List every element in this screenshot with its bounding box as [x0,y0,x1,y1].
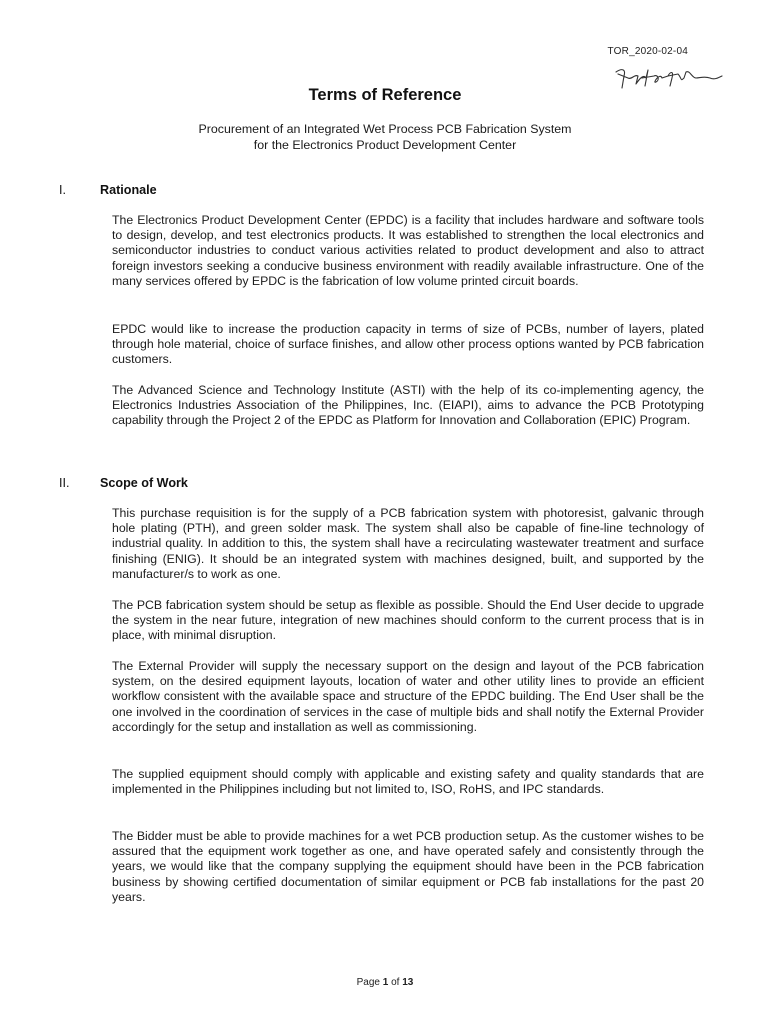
section-heading-scope-of-work [59,476,188,490]
section-title: Rationale [100,183,157,197]
paragraph: The External Provider will supply the necessary support on the design and layout of the PCB fabrication system, on the desired equipment layouts, location of water and other utility lines to provide an efficient workflow consistent with the available space and structure of the EPDC building. The End User shall be the one involved in the coordination of services in the case of multiple bids and shall notify the External Provider accordingly for the setup and installation as well as commissioning. [112,659,704,734]
total-page-count: 13 [402,977,414,988]
paragraph: The Advanced Science and Technology Institute (ASTI) with the help of its co-implementing agency, the Electronics Industries Association of the Philippines, Inc. (EIAPI), aims to advance the PCB Prototyping capability through the Project 2 of the EPDC as Platform for Innovation and Collaboration (EPIC) Program. [112,383,704,428]
paragraph: The PCB fabrication system should be setup as flexible as possible. Should the End User decide to upgrade the system in the near future, integration of new machines should conform to the current process that is in place, with minimal disruption. [112,598,704,643]
section-heading-rationale [59,183,157,197]
section-number: I. [59,183,66,197]
paragraph: EPDC would like to increase the production capacity in terms of size of PCBs, number of layers, plated through hole material, choice of surface finishes, and allow other process options wanted by PCB fabrication customers. [112,322,704,367]
section-number: II. [59,476,70,490]
section-title: Scope of Work [100,476,188,490]
document-title: Terms of Reference [308,86,462,104]
paragraph: The Bidder must be able to provide machines for a wet PCB production setup. As the customer wishes to be assured that the equipment work together as one, and have operated safely and consistently through the years, we would like that the company supplying the equipment should have been in the PCB fabrication business by showing certified documentation of similar equipment or PCB fab installations for the past 20 years. [112,829,704,904]
subtitle-line-1: Procurement of an Integrated Wet Process PCB Fabrication System [198,122,572,136]
document-subtitle [0,121,770,153]
current-page-number: 1 [382,977,389,988]
paragraph: This purchase requisition is for the supply of a PCB fabrication system with photoresist, galvanic through hole plating (PTH), and green solder mask. The system shall also be capable of fine-line technology of industrial quality. In addition to this, the system shall have a recirculating wastewater treatment and surface finishing (ENIG). It should be an integrated system with machines designed, built, and supported by the manufacturer/s to work as one. [112,506,704,581]
document-id: TOR_2020-02-04 [607,46,688,57]
of-label: of [391,977,400,988]
paragraph: The Electronics Product Development Center (EPDC) is a facility that includes hardware and software tools to design, develop, and test electronics products. It was established to strengthen the local electronics and semiconductor industries to conduct various activities related to product development and also to attract foreign investors seeking a conducive business environment with readily available infrastructure. One of the many services offered by EPDC is the fabrication of low volume printed circuit boards. [112,213,704,288]
page-footer [0,977,770,988]
page-label: Page [356,977,380,988]
subtitle-line-2: for the Electronics Product Development Center [253,138,517,152]
paragraph: The supplied equipment should comply with applicable and existing safety and quality standards that are implemented in the Philippines including but not limited to, ISO, RoHS, and IPC standards. [112,767,704,797]
